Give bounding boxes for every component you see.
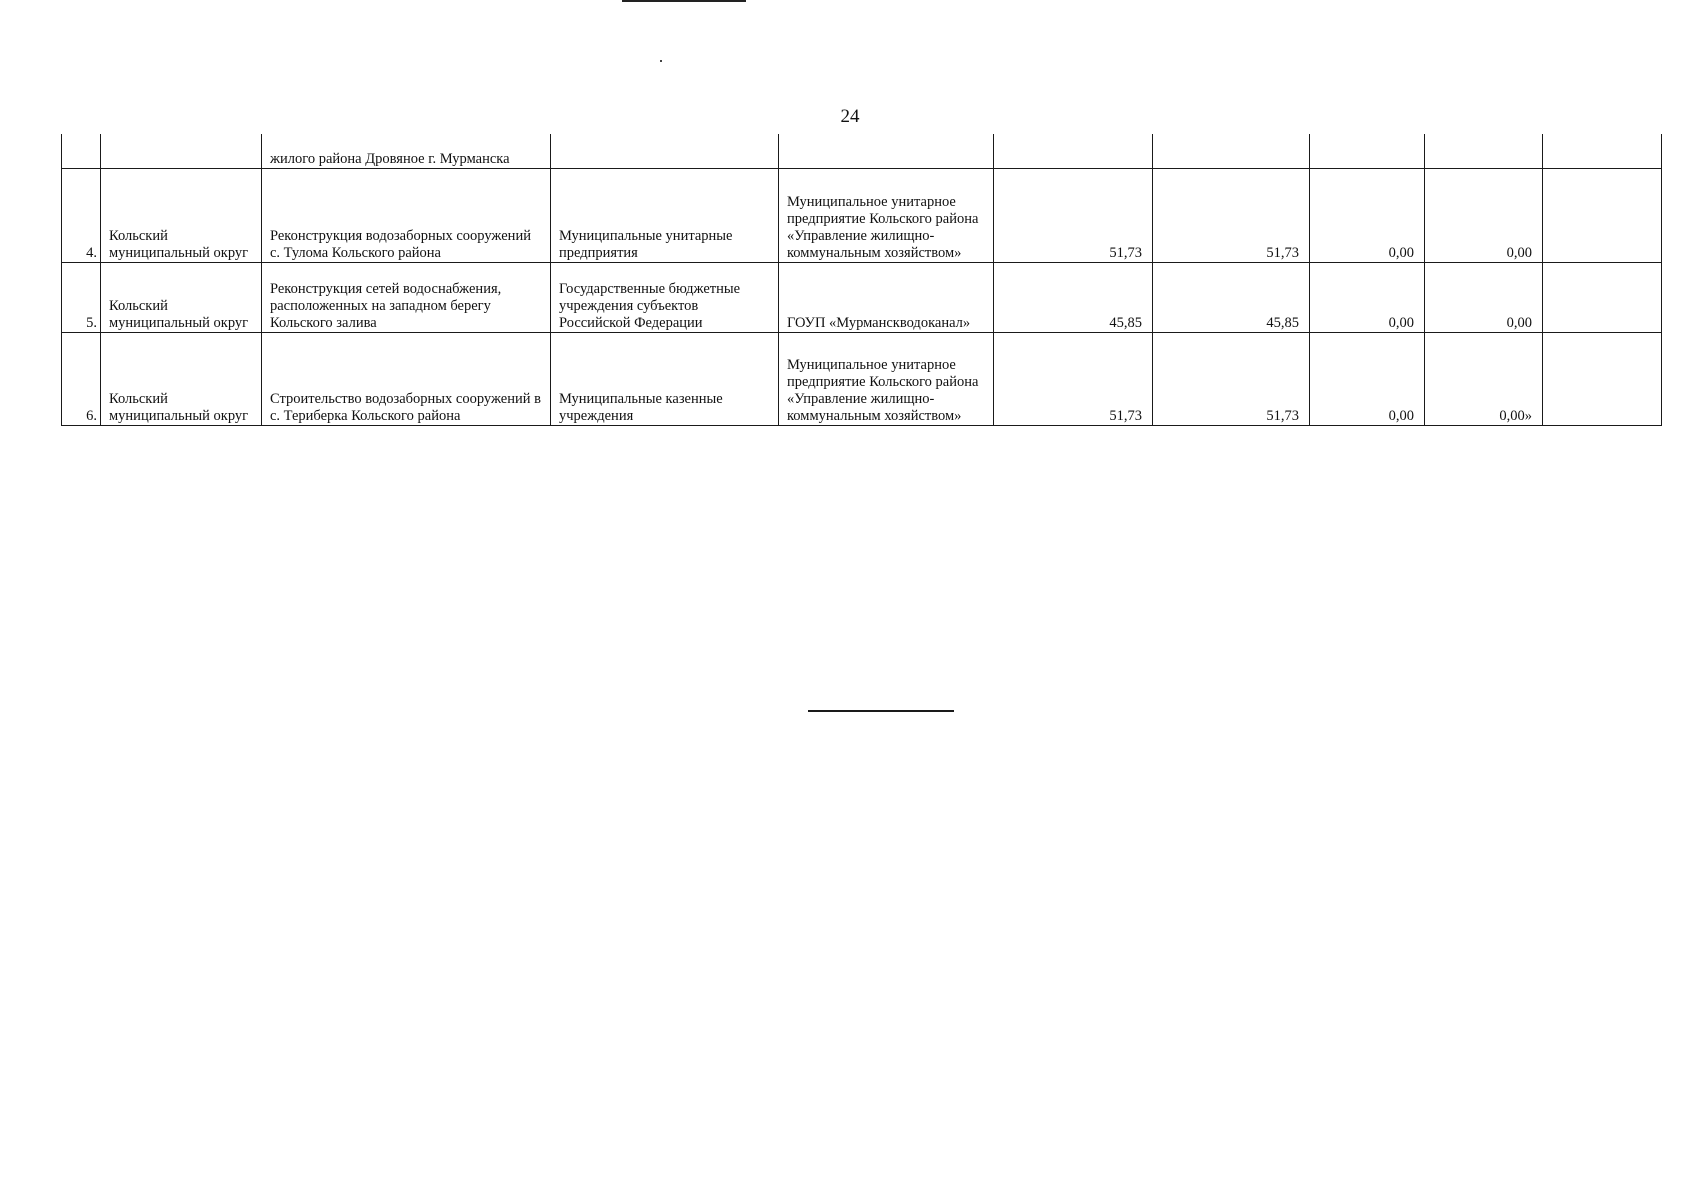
scan-dot [660,60,662,62]
cell-recipient [779,134,994,169]
cell-recipient: ГОУП «Мурманскводоканал» [779,263,994,333]
cell-index: 4. [62,169,101,263]
cell-index: 6. [62,333,101,426]
cell-value-1: 45,85 [994,263,1153,333]
table-row [62,263,1662,333]
cell-territory [101,134,262,169]
cell-value-2: 45,85 [1153,263,1310,333]
cell-value-4 [1425,134,1543,169]
cell-value-3: 0,00 [1310,169,1425,263]
cell-value-2 [1153,134,1310,169]
cell-value-5 [1543,333,1662,426]
cell-recipient: Муниципальное унитарное предприятие Кольского района «Управление жилищно-коммунальным хозяйством» [779,169,994,263]
cell-value-5 [1543,134,1662,169]
closing-rule [808,710,954,712]
cell-object: жилого района Дровяное г. Мурманска [262,134,551,169]
cell-territory: Кольский муниципальный округ [101,263,262,333]
cell-value-3 [1310,134,1425,169]
cell-recipient-type: Муниципальные унитарные предприятия [551,169,779,263]
cell-recipient: Муниципальное унитарное предприятие Кольского района «Управление жилищно-коммунальным хозяйством» [779,333,994,426]
cell-recipient-type [551,134,779,169]
data-table [61,134,1662,426]
cell-object: Реконструкция водозаборных сооружений с. Тулома Кольского района [262,169,551,263]
cell-value-1: 51,73 [994,333,1153,426]
cell-index [62,134,101,169]
cell-territory: Кольский муниципальный округ [101,333,262,426]
cell-value-5 [1543,169,1662,263]
cell-index: 5. [62,263,101,333]
cell-value-4: 0,00 [1425,263,1543,333]
table-row [62,333,1662,426]
cell-object: Реконструкция сетей водоснабжения, расположенных на западном берегу Кольского залива [262,263,551,333]
cell-recipient-type: Государственные бюджетные учреждения субъектов Российской Федерации [551,263,779,333]
cell-value-1: 51,73 [994,169,1153,263]
cell-territory: Кольский муниципальный округ [101,169,262,263]
cell-value-3: 0,00 [1310,333,1425,426]
table-row [62,169,1662,263]
page-number: 24 [840,106,860,127]
cell-value-5 [1543,263,1662,333]
top-edge-mark [622,0,746,2]
cell-value-4: 0,00 [1425,169,1543,263]
cell-value-4: 0,00» [1425,333,1543,426]
cell-value-2: 51,73 [1153,169,1310,263]
cell-value-2: 51,73 [1153,333,1310,426]
table-row-continuation [62,134,1662,169]
cell-recipient-type: Муниципальные казенные учреждения [551,333,779,426]
cell-value-3: 0,00 [1310,263,1425,333]
cell-object: Строительство водозаборных сооружений в с. Териберка Кольского района [262,333,551,426]
cell-value-1 [994,134,1153,169]
